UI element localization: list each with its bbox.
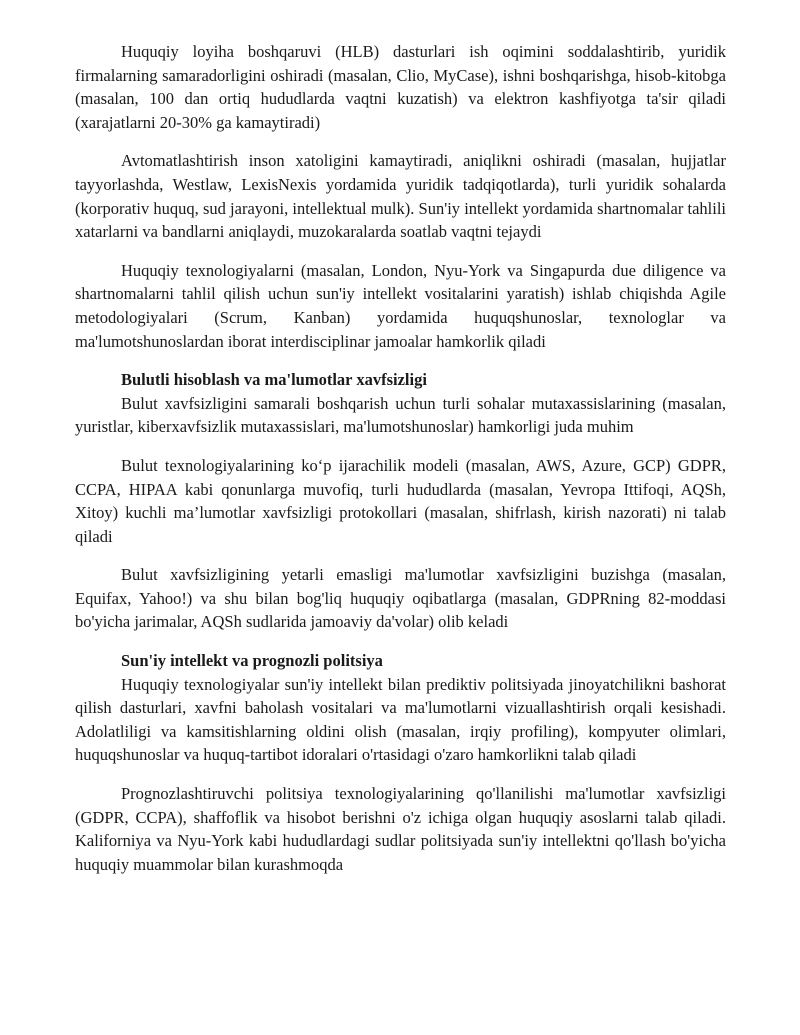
section-heading-predictive-policing: Sun'iy intellekt va prognozli politsiya — [121, 651, 383, 671]
paragraph-ai-policing: Huquqiy texnologiyalar sun'iy intellekt bilan prediktiv politsiyada jinoyatchilikni bashorat qilish dasturlari, xavfni baholash vositalari va ma'lumotlarni vizuallashtirish orqali kesishadi. Adolatliligi va kamsitishlarning oldini olish (masalan, irqiy profiling), kompyuter olimlari, huquqshunoslar va huquq-tartibot idoralari o'rtasidagi o'zaro hamkorlikni talab qiladi — [75, 674, 726, 765]
paragraph-agile-methodologies: Huquqiy texnologiyalarni (masalan, London, Nyu-York va Singapurda due diligence va shartnomalarni tahlil qilish uchun sun'iy intellekt vositalarini yaratish) ishlab chiqishda Agile metodologiyalari (Scrum, Kanban) yordamida huquqshunoslar, texnologlar va ma'lumotshunoslardan iborat interdisciplinar jamoalar hamkorlik qiladi — [75, 260, 726, 351]
paragraph-multi-tenancy: Bulut texnologiyalarining ko‘p ijarachilik modeli (masalan, AWS, Azure, GCP) GDPR, CCPA, HIPAA kabi qonunlarga muvofiq, turli hududlarda (masalan, Yevropa Ittifoqi, AQSh, Xitoy) kuchli ma’lumotlar xavfsizligi protokollari (masalan, shifrlash, kirish nazorati) ni talab qiladi — [75, 455, 726, 546]
paragraph-policing-legal-frameworks: Prognozlashtiruvchi politsiya texnologiyalarining qo'llanilishi ma'lumotlar xavfsizligi (GDPR, CCPA), shaffoflik va hisobot berishni o'z ichiga olgan huquqiy asoslarni talab qiladi. Kaliforniya va Nyu-York kabi hududlardagi sudlar politsiyada sun'iy intellektni qo'llash bo'yicha huquqiy muammolar bilan kurashmoqda — [75, 784, 726, 874]
paragraph-cloud-breaches: Bulut xavfsizligining yetarli emasligi ma'lumotlar xavfsizligini buzishga (masalan, Equifax, Yahoo!) va shu bilan bog'liq huquqiy oqibatlarga (masalan, GDPRning 82-moddasi bo'yicha jarimalar, AQSh sudlarida jamoaviy da'volar) olib keladi — [75, 565, 726, 632]
document-page — [75, 40, 726, 891]
section-heading-cloud-security: Bulutli hisoblash va ma'lumotlar xavfsizligi — [121, 370, 427, 390]
paragraph-cloud-collaboration: Bulut xavfsizligini samarali boshqarish uchun turli sohalar mutaxassislarining (masalan, yuristlar, kiberxavfsizlik mutaxassislari, ma'lumotshunoslar) hamkorligi juda muhim — [75, 393, 726, 437]
paragraph-legal-project-management: Huquqiy loyiha boshqaruvi (HLB) dasturlari ish oqimini soddalashtirib, yuridik firmalarning samaradorligini oshiradi (masalan, Clio, MyCase), ishni boshqarishga, hisob-kitobga (masalan, 100 dan ortiq hududlarda vaqtni kuzatish) va elektron kashfiyotga ta'sir qiladi (xarajatlarni 20-30% ga kamaytiradi) — [75, 42, 726, 132]
paragraph-automation: Avtomatlashtirish inson xatoligini kamaytiradi, aniqlikni oshiradi (masalan, hujjatlar tayyorlashda, Westlaw, LexisNexis yordamida yuridik tadqiqotlarda), turli yuridik sohalarda (korporativ huquq, sud jarayoni, intellektual mulk). Sun'iy intellekt yordamida shartnomalar tahlili xatarlarni va bandlarni aniqlaydi, muzokaralarda soatlab vaqtni tejaydi — [75, 151, 726, 242]
